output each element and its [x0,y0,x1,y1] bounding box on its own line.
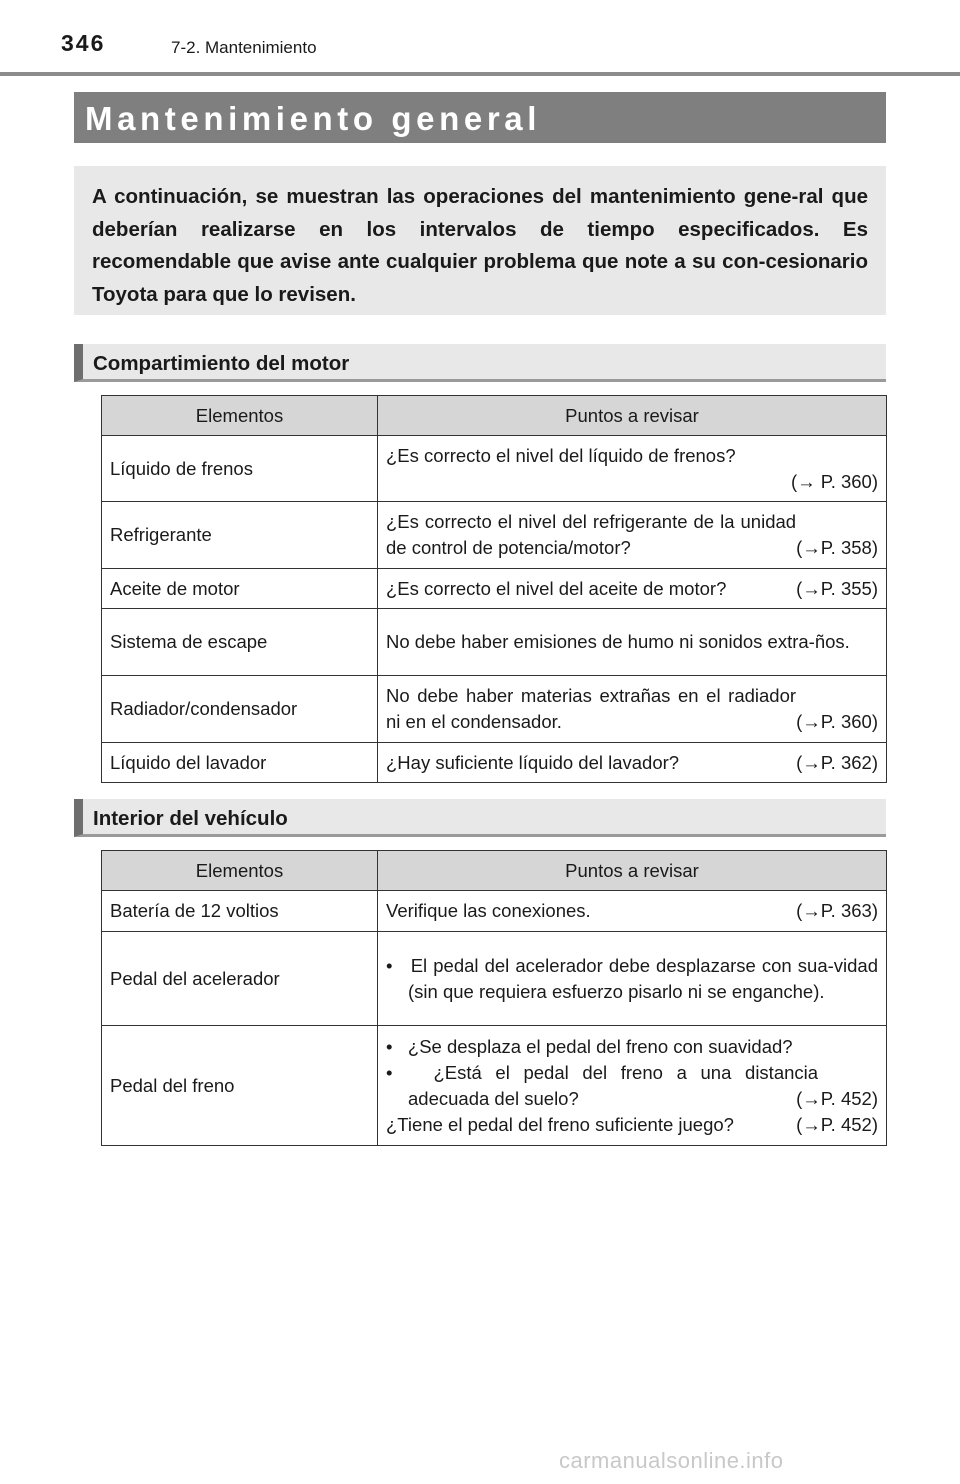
check-cell [378,569,887,609]
page-reference: (→P. 452) [796,1113,878,1135]
intro-text: A continuación, se muestran las operaciones del mantenimiento gene-ral que deberían realizarse en los intervalos de tiempo especificados. Es recomendable que avise ante cualquier problema que note a su con-cesionario Toyota para que lo revisen. [92,185,868,306]
table-header-row [102,396,887,436]
check-text: El pedal del acelerador debe desplazarse con sua-vidad (sin que requiera esfuerzo pisarlo ni se enganche). [408,954,879,1002]
page-number: 346 [61,30,106,56]
bullet-glyph: • [386,1061,393,1083]
table-row [102,1026,887,1146]
page-title: Mantenimiento general [85,100,541,137]
check-cell: No debe haber emisiones de humo ni sonidos extra-ños. [378,609,887,676]
check-cell [378,891,887,932]
bullet-glyph: • [386,954,393,976]
page-reference: (→P. 358) [796,537,878,558]
check-text: ¿Se desplaza el pedal del freno con suavidad? [407,1035,793,1057]
item-cell: Batería de 12 voltios [102,891,378,932]
item-cell: Líquido de frenos [102,436,378,502]
check-text: ¿Está el pedal del freno a una distancia adecuada del suelo? [408,1061,819,1109]
check-text: ¿Hay suficiente líquido del lavador? [386,751,680,773]
interior-heading-text: Interior del vehículo [93,807,288,830]
engine-check-table [101,395,887,783]
page-reference: (→ P. 360) [790,470,878,492]
intro-box [74,166,886,315]
interior-check-table [101,850,887,1146]
column-header-checks: Puntos a revisar [378,396,887,436]
bullet-item [386,953,878,1005]
table-row [102,932,887,1026]
bullet-item [386,1034,878,1060]
check-cell [378,676,887,743]
section-title-bar [74,92,886,143]
column-header-checks: Puntos a revisar [378,851,887,891]
page-reference: (→P. 452) [796,1087,878,1109]
interior-section-heading [74,799,886,837]
check-text: ¿Es correcto el nivel del líquido de frenos? [386,444,736,466]
table-row [102,436,887,502]
watermark: carmanualsonline.info [559,1448,784,1473]
check-text: No debe haber materias extrañas en el radiador ni en el condensador. [386,685,797,732]
check-text: ¿Tiene el pedal del freno suficiente juego? [386,1113,734,1135]
section-reference: 7-2. Mantenimiento [171,38,317,57]
item-cell: Pedal del acelerador [102,932,378,1026]
table-row [102,609,887,676]
check-cell [378,1026,887,1146]
page-header [0,0,960,76]
check-text: ¿Es correcto el nivel del refrigerante de la unidad de control de potencia/motor? [386,511,797,558]
item-cell: Pedal del freno [102,1026,378,1146]
item-cell: Sistema de escape [102,609,378,676]
bullet-glyph: • [386,1035,393,1057]
column-header-items: Elementos [102,396,378,436]
engine-section-heading [74,344,886,382]
page-reference: (→P. 363) [796,900,878,921]
check-text: Verifique las conexiones. [386,900,591,921]
table-header-row [102,851,887,891]
table-row [102,891,887,932]
table-row [102,569,887,609]
item-cell: Líquido del lavador [102,743,378,783]
check-cell [378,932,887,1026]
header-divider [0,72,960,76]
check-note [386,1112,878,1138]
column-header-items: Elementos [102,851,378,891]
check-cell [378,436,887,502]
page-reference: (→P. 362) [796,751,878,773]
table-row [102,743,887,783]
check-text: ¿Es correcto el nivel del aceite de motor? [386,577,727,599]
item-cell: Radiador/condensador [102,676,378,743]
table-row [102,502,887,569]
item-cell: Aceite de motor [102,569,378,609]
item-cell: Refrigerante [102,502,378,569]
check-cell [378,743,887,783]
page-reference: (→P. 360) [796,711,878,732]
table-row [102,676,887,743]
engine-heading-text: Compartimiento del motor [93,352,350,375]
page-reference: (→P. 355) [796,577,878,599]
check-cell [378,502,887,569]
bullet-item [386,1060,878,1112]
